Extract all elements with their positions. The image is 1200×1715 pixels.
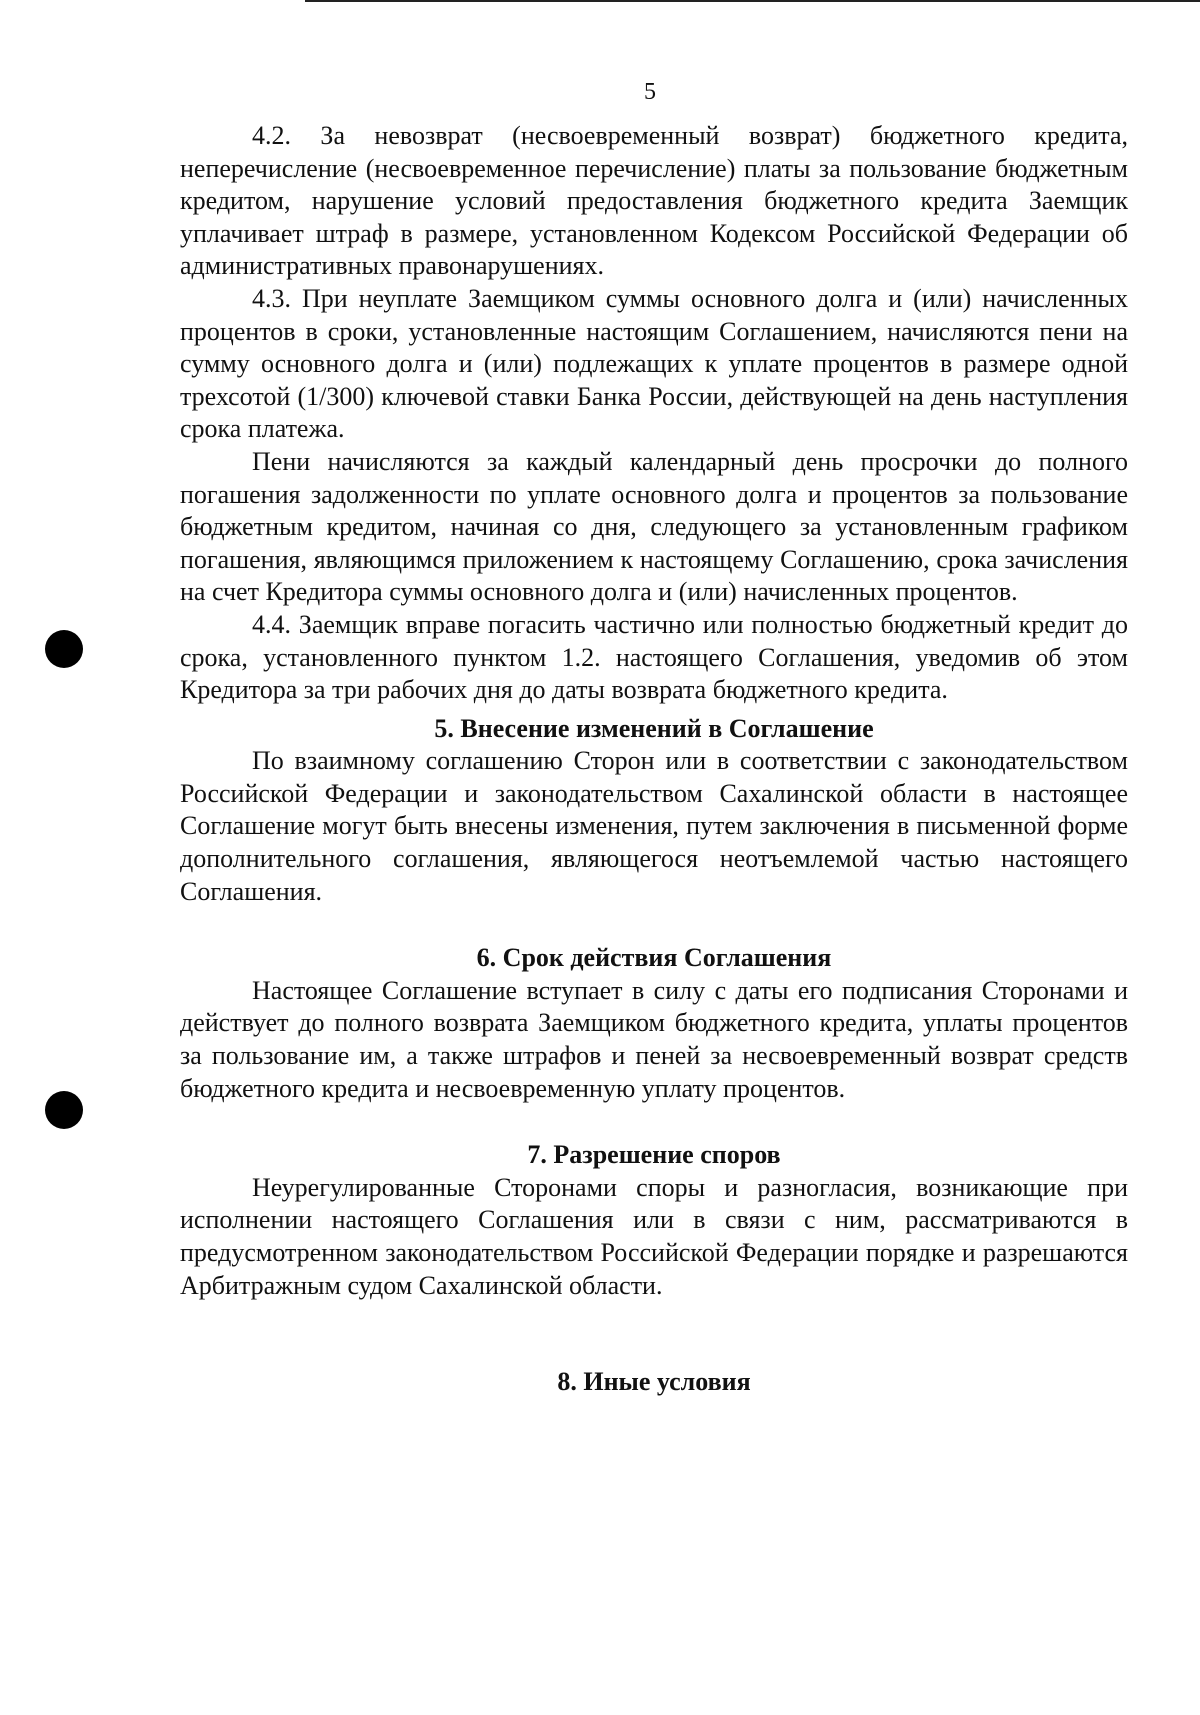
section-5-text: По взаимному соглашению Сторон или в соответствии с законодательством Российской Федерации и законодательством Сахалинской области в настоящее Соглашение могут быть внесены изменения, путем заключения в письменной форме дополнительного соглашения, являющегося неотъемлемой частью настоящего Соглашения. <box>180 746 1128 906</box>
clause-4-3: 4.3. При неуплате Заемщиком суммы основного долга и (или) начисленных процентов в сроки, установленные настоящим Соглашением, начисляются пени на сумму основного долга и (или) подлежащих к уплате процентов в размере одной трехсотой (1/300) ключевой ставки Банка России, действующей на день наступления срока платежа. <box>180 283 1128 444</box>
section-8-heading: 8. Иные условия <box>557 1367 751 1397</box>
clause-4-2: 4.2. За невозврат (несвоевременный возврат) бюджетного кредита, неперечисление (несвоевременное перечисление) платы за пользование бюджетным кредитом, нарушение условий предоставления бюджетного кредита Заемщик уплачивает штраф в размере, установленном Кодексом Российской Федерации об административных правонарушениях. <box>180 121 1128 281</box>
spacer <box>180 908 1128 942</box>
section-5-heading: 5. Внесение изменений в Соглашение <box>434 713 874 743</box>
top-border-line <box>305 0 1200 2</box>
clause-4-3-penalty: Пени начисляются за каждый календарный день просрочки до полного погашения задолженности по уплате основного долга и процентов за пользование бюджетным кредитом, начиная со дня, следующего за установленным графиком погашения, являющимся приложением к настоящему Соглашению, срока зачисления на счет Кредитора суммы основного долга и (или) начисленных процентов. <box>180 446 1128 607</box>
punch-hole-mark <box>45 630 83 668</box>
clause-4-4: 4.4. Заемщик вправе погасить частично или полностью бюджетный кредит до срока, установленного пунктом 1.2. настоящего Соглашения, уведомив об этом Кредитора за три рабочих дня до даты возврата бюджетного кредита. <box>180 609 1128 705</box>
page-number: 5 <box>644 79 656 105</box>
section-7-heading: 7. Разрешение споров <box>527 1140 781 1170</box>
punch-hole-mark <box>45 1091 83 1129</box>
spacer <box>180 1302 1128 1366</box>
section-6-heading: 6. Срок действия Соглашения <box>476 943 832 973</box>
section-6-text: Настоящее Соглашение вступает в силу с даты его подписания Сторонами и действует до полного возврата Заемщиком бюджетного кредита, уплаты процентов за пользование им, а также штрафов и пеней за несвоевременный возврат средств бюджетного кредита и несвоевременную уплату процентов. <box>180 975 1128 1103</box>
section-7-text: Неурегулированные Сторонами споры и разногласия, возникающие при исполнении настоящего Соглашения или в связи с ним, рассматриваются в предусмотренном законодательством Российской Федерации порядке и разрешаются Арбитражным судом Сахалинской области. <box>180 1172 1128 1300</box>
document-body <box>180 120 1128 1399</box>
spacer <box>180 1105 1128 1139</box>
